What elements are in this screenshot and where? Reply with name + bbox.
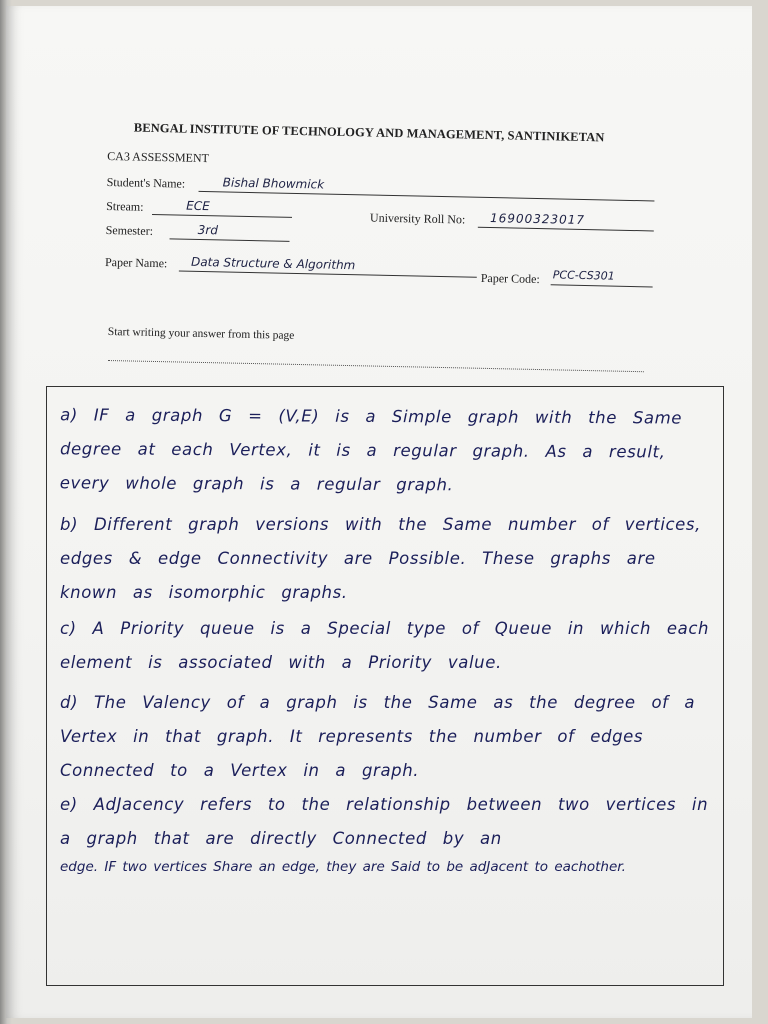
assessment-title: CA3 ASSESSMENT (107, 148, 210, 166)
semester-value: 3rd (197, 222, 219, 238)
stream-value: ECE (186, 198, 210, 214)
roll-label: University Roll No: (369, 210, 466, 227)
student-name-label: Student's Name: (106, 174, 186, 191)
start-instruction: Start writing your answer from this page (107, 326, 295, 342)
answer-c: c) A Priority queue is a Special type of Queue in which each element is associated with a Priority value. (60, 619, 710, 672)
answers-area (60, 400, 720, 878)
student-name-value: Bishal Bhowmick (222, 175, 325, 192)
semester-label: Semester: (105, 222, 154, 238)
paper-name-value: Data Structure & Algorithm (190, 254, 356, 273)
sheet-header (105, 120, 648, 285)
institute-name: BENGAL INSTITUTE OF TECHNOLOGY AND MANAGEMENT, SANTINIKETAN (133, 120, 605, 145)
paper-code-value: PCC-CS301 (552, 268, 615, 283)
answer-e-last-line: edge. IF two vertices Share an edge, they are Said to be adJacent to eachother. (60, 859, 626, 875)
roll-value: 16900323017 (489, 211, 586, 228)
stream-line (152, 196, 292, 218)
answer-d: d) The Valency of a graph is the Same as the degree of a Vertex in that graph. It represents the number of edges Connected to a Vertex in a graph. (60, 693, 696, 780)
answer-e: e) AdJacency refers to the relationship between two vertices in a graph that are directly Connected by an (60, 795, 709, 848)
stream-label: Stream: (106, 198, 144, 214)
answer-b: b) Different graph versions with the Same number of vertices, edges & edge Connectivity are Possible. These graphs are known as isomorphic graphs. (60, 515, 701, 602)
semester-line (170, 220, 290, 242)
paper-code-label: Paper Code: (480, 270, 540, 287)
paper-name-label: Paper Name: (104, 254, 168, 271)
answer-a: a) IF a graph G = (V,E) is a Simple graph with the Same degree at each Vertex, it is a regular graph. As a result, every whole graph is a regular graph. (59, 405, 683, 495)
